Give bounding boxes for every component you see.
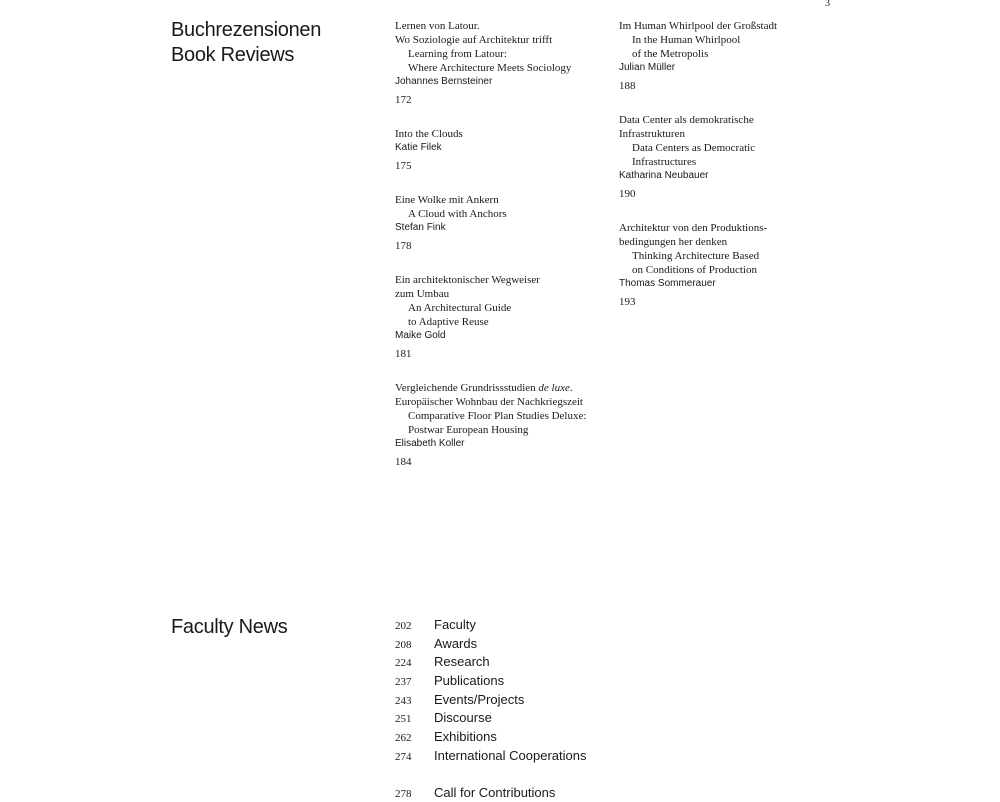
review-title-de: Data Center als demokratische [619, 113, 834, 127]
faculty-news-item[interactable] [395, 672, 587, 691]
review-title-en: In the Human Whirlpool [619, 33, 834, 47]
faculty-news-page-number: 237 [395, 676, 434, 688]
review-author: Johannes Bernsteiner [395, 75, 610, 89]
faculty-news-item[interactable] [395, 653, 587, 672]
review-title-en: Comparative Floor Plan Studies Deluxe: [395, 409, 610, 423]
faculty-news-label: Events/Projects [434, 692, 524, 707]
faculty-news-item[interactable] [395, 709, 587, 728]
review-title-en: Postwar European Housing [395, 423, 610, 437]
review-entry[interactable] [395, 19, 610, 107]
book-reviews-title-en: Book Reviews [171, 43, 321, 68]
review-author: Stefan Fink [395, 221, 610, 235]
faculty-news-page-number: 262 [395, 732, 434, 744]
faculty-news-title: Faculty News [171, 615, 287, 640]
review-title-en: An Architectural Guide [395, 301, 610, 315]
review-entry[interactable] [619, 113, 834, 201]
review-title-de: Into the Clouds [395, 127, 610, 141]
review-title-de-part: . [570, 382, 573, 394]
book-reviews-title-de: Buchrezensionen [171, 18, 321, 43]
review-page-number: 188 [619, 79, 834, 93]
faculty-news-item[interactable] [395, 784, 587, 802]
review-title-de [395, 381, 610, 395]
review-title-en: Infrastructures [619, 155, 834, 169]
page-number: 3 [818, 0, 830, 9]
review-author: Maike Gold [395, 329, 610, 343]
review-entry[interactable] [395, 381, 610, 469]
review-title-de: Lernen von Latour. [395, 19, 610, 33]
faculty-news-page-number: 202 [395, 620, 434, 632]
review-author: Elisabeth Koller [395, 437, 610, 451]
review-entry[interactable] [395, 273, 610, 361]
faculty-news-label: Exhibitions [434, 729, 497, 744]
review-entry[interactable] [619, 19, 834, 93]
faculty-news-label: International Cooperations [434, 748, 587, 763]
faculty-news-label: Faculty [434, 617, 476, 632]
review-author: Julian Müller [619, 61, 834, 75]
faculty-news-label: Publications [434, 673, 504, 688]
faculty-news-item[interactable] [395, 747, 587, 766]
review-page-number: 175 [395, 159, 610, 173]
faculty-news-heading [171, 615, 287, 640]
faculty-news-page-number: 243 [395, 695, 434, 707]
review-author: Thomas Sommerauer [619, 277, 834, 291]
review-page-number: 181 [395, 347, 610, 361]
faculty-news-page-number: 224 [395, 657, 434, 669]
review-title-en: Data Centers as Democratic [619, 141, 834, 155]
faculty-news-page-number: 274 [395, 751, 434, 763]
faculty-news-label: Research [434, 654, 490, 669]
faculty-news-label: Discourse [434, 710, 492, 725]
faculty-news-label: Awards [434, 636, 477, 651]
review-title-de: Infrastrukturen [619, 127, 834, 141]
faculty-news-page-number: 278 [395, 788, 434, 800]
review-page-number: 178 [395, 239, 610, 253]
review-entry[interactable] [395, 193, 610, 253]
review-title-en: Where Architecture Meets Sociology [395, 61, 610, 75]
faculty-news-label: Call for Contributions [434, 785, 555, 800]
review-title-de-part: Vergleichende Grundrissstudien [395, 382, 538, 394]
review-title-de: Eine Wolke mit Ankern [395, 193, 610, 207]
review-title-de-italic: de luxe [538, 382, 569, 394]
faculty-news-item[interactable] [395, 691, 587, 710]
review-title-en: Learning from Latour: [395, 47, 610, 61]
review-author: Katie Filek [395, 141, 610, 155]
faculty-news-page-number: 208 [395, 639, 434, 651]
review-title-de: Im Human Whirlpool der Großstadt [619, 19, 834, 33]
review-title-en: to Adaptive Reuse [395, 315, 610, 329]
review-title-de: zum Umbau [395, 287, 610, 301]
faculty-news-item[interactable] [395, 728, 587, 747]
review-title-de: Wo Soziologie auf Architektur trifft [395, 33, 610, 47]
faculty-news-item[interactable] [395, 635, 587, 654]
review-page-number: 190 [619, 187, 834, 201]
review-page-number: 184 [395, 455, 610, 469]
review-title-de: bedingungen her denken [619, 235, 834, 249]
faculty-news-item[interactable] [395, 616, 587, 635]
review-title-de: Europäischer Wohnbau der Nachkriegszeit [395, 395, 610, 409]
review-title-en: of the Metropolis [619, 47, 834, 61]
review-title-de: Architektur von den Produktions- [619, 221, 834, 235]
faculty-news-page-number: 251 [395, 713, 434, 725]
review-title-de: Ein architektonischer Wegweiser [395, 273, 610, 287]
faculty-news-list [395, 616, 587, 802]
review-entry[interactable] [619, 221, 834, 309]
review-author: Katharina Neubauer [619, 169, 834, 183]
review-page-number: 172 [395, 93, 610, 107]
review-entry[interactable] [395, 127, 610, 173]
review-title-en: on Conditions of Production [619, 263, 834, 277]
review-page-number: 193 [619, 295, 834, 309]
book-reviews-heading [171, 18, 321, 68]
reviews-column-1 [395, 19, 610, 489]
reviews-column-2 [619, 19, 834, 329]
review-title-en: Thinking Architecture Based [619, 249, 834, 263]
review-title-en: A Cloud with Anchors [395, 207, 610, 221]
